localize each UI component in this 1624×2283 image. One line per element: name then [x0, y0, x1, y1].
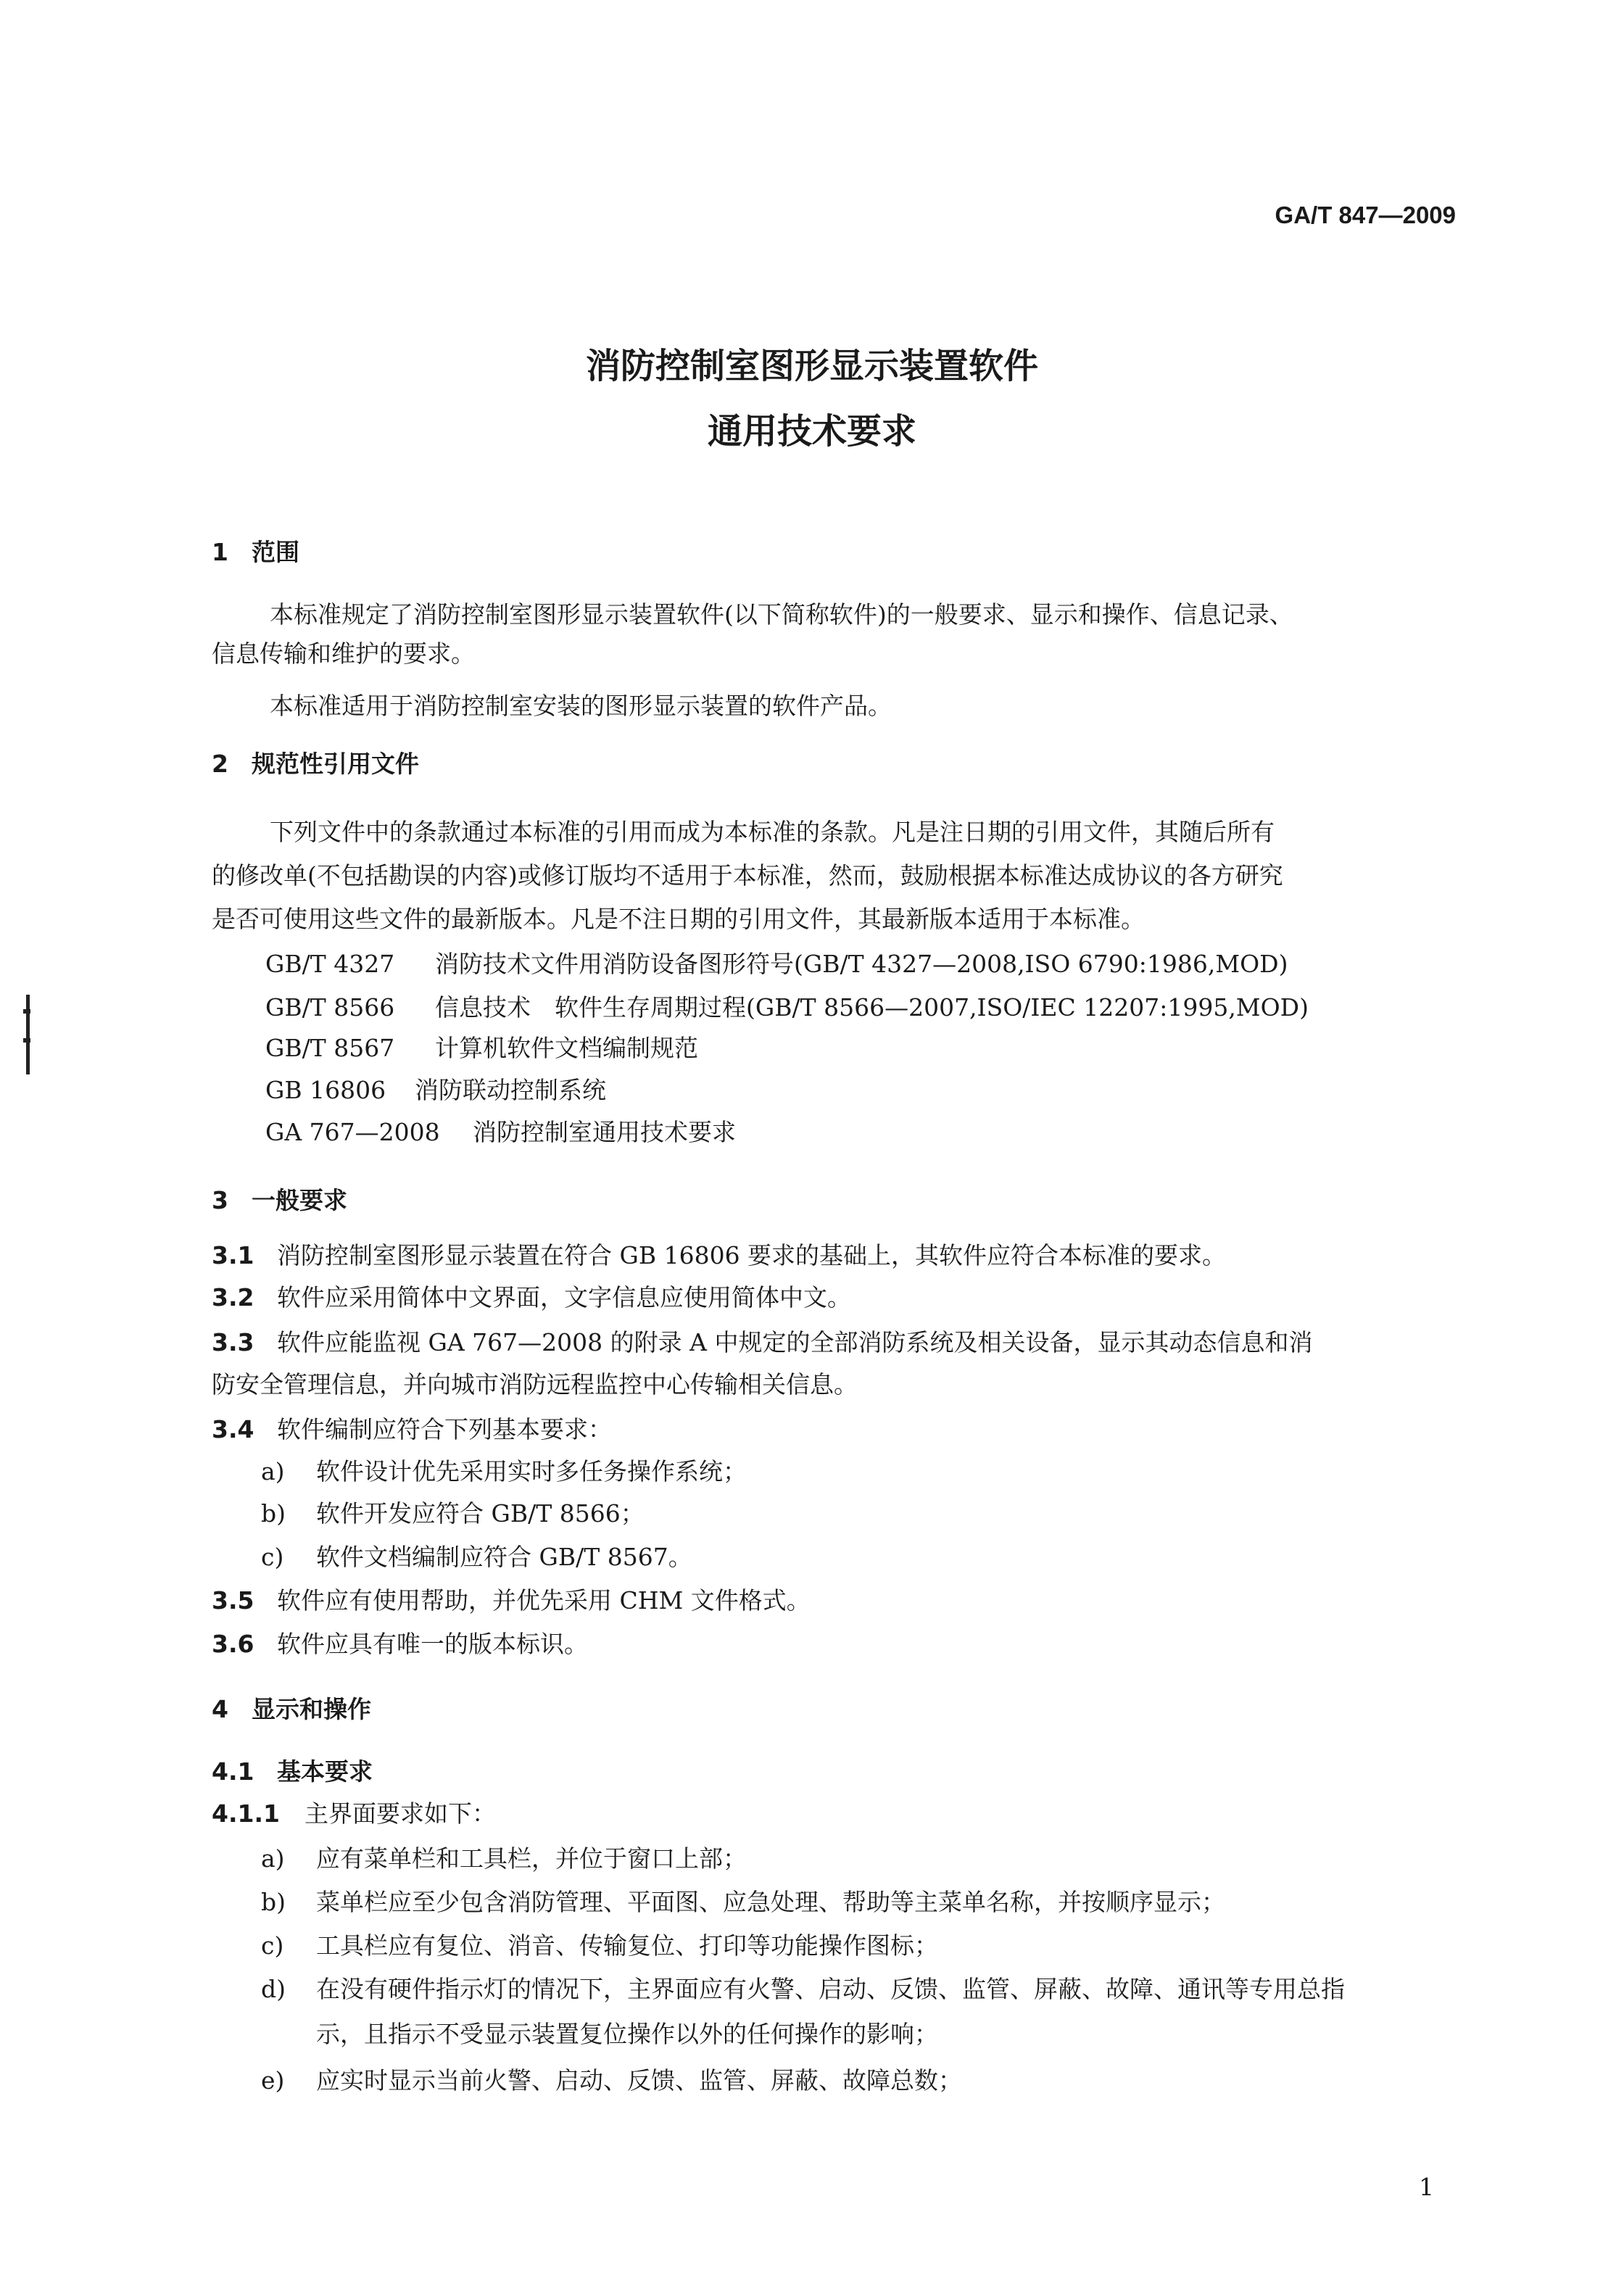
list-text: 在没有硬件指示灯的情况下，主界面应有火警、启动、反馈、监管、屏蔽、故障、通讯等专用总指 [316, 1975, 1345, 2003]
section-1-heading [212, 538, 299, 567]
s1-paragraph-1b: 信息传输和维护的要求。 [212, 639, 475, 668]
list-label: b) [261, 1499, 286, 1528]
clause-number: 3.4 [212, 1415, 254, 1443]
list-item [261, 1543, 692, 1572]
clause-number: 4.1.1 [212, 1799, 280, 1828]
clause-text: 消防控制室图形显示装置在符合 GB 16806 要求的基础上，其软件应符合本标准的要求。 [277, 1241, 1227, 1269]
list-text: 软件设计优先采用实时多任务操作系统； [316, 1457, 747, 1486]
list-item [261, 1888, 1225, 1917]
clause-3-1 [212, 1241, 1226, 1270]
clause-text: 软件应有使用帮助，并优先采用 CHM 文件格式。 [277, 1586, 811, 1615]
clause-3-5 [212, 1586, 811, 1615]
clause-number: 3.6 [212, 1630, 254, 1658]
s2-paragraph-1a: 下列文件中的条款通过本标准的引用而成为本标准的条款。凡是注日期的引用文件，其随后所有 [270, 818, 1275, 846]
reference-item [265, 1076, 606, 1105]
section-title: 显示和操作 [252, 1695, 371, 1723]
clause-3-3 [212, 1328, 1312, 1357]
s1-paragraph-1a: 本标准规定了消防控制室图形显示装置软件(以下简称软件)的一般要求、显示和操作、信息记录、 [270, 600, 1293, 629]
page-number: 1 [1419, 2173, 1434, 2201]
list-text: 应实时显示当前火警、启动、反馈、监管、屏蔽、故障总数； [316, 2066, 962, 2095]
clause-3-3-continued: 防安全管理信息，并向城市消防远程监控中心传输相关信息。 [212, 1370, 858, 1399]
subsection-title: 基本要求 [277, 1757, 373, 1786]
s2-paragraph-1c: 是否可使用这些文件的最新版本。凡是不注日期的引用文件，其最新版本适用于本标准。 [212, 905, 1145, 933]
s2-paragraph-1b: 的修改单(不包括勘误的内容)或修订版均不适用于本标准，然而，鼓励根据本标准达成协议的各方研究 [212, 861, 1283, 890]
section-number: 3 [212, 1186, 228, 1214]
reference-title: 消防技术文件用消防设备图形符号(GB/T 4327—2008,ISO 6790:1986,MOD) [435, 950, 1288, 978]
reference-code: GB/T 8566 [265, 993, 395, 1022]
reference-code: GA 767—2008 [265, 1118, 440, 1146]
reference-item [265, 950, 1288, 979]
binding-margin-dot [23, 1009, 30, 1014]
reference-title: 消防控制室通用技术要求 [473, 1118, 736, 1146]
reference-code: GB/T 4327 [265, 950, 395, 978]
list-item [261, 1931, 938, 1960]
clause-text: 软件应具有唯一的版本标识。 [277, 1630, 588, 1658]
section-2-heading [212, 750, 419, 779]
section-number: 2 [212, 750, 228, 778]
reference-title: 信息技术 软件生存周期过程(GB/T 8566—2007,ISO/IEC 12207:1995,MOD) [435, 993, 1309, 1022]
list-item-continued: 示，且指示不受显示装置复位操作以外的任何操作的影响； [316, 2020, 938, 2048]
clause-text: 主界面要求如下： [304, 1799, 496, 1828]
list-label: b) [261, 1888, 286, 1916]
reference-code: GB/T 8567 [265, 1034, 395, 1062]
binding-margin-dot [23, 1038, 30, 1043]
clause-text: 软件应采用简体中文界面，文字信息应使用简体中文。 [277, 1283, 851, 1312]
section-number: 1 [212, 538, 228, 566]
document-code: GA/T 847—2009 [1275, 202, 1456, 228]
section-3-heading [212, 1186, 347, 1215]
reference-title: 计算机软件文档编制规范 [435, 1034, 698, 1062]
list-item [261, 2066, 962, 2095]
clause-text: 软件应能监视 GA 767—2008 的附录 A 中规定的全部消防系统及相关设备，显示其动态信息和消 [277, 1328, 1313, 1356]
list-label: d) [261, 1975, 286, 2003]
list-label: a) [261, 1844, 285, 1873]
list-text: 软件开发应符合 GB/T 8566； [316, 1499, 645, 1528]
reference-item [265, 993, 1309, 1022]
list-label: c) [261, 1931, 284, 1960]
section-4-heading [212, 1695, 371, 1724]
clause-number: 3.3 [212, 1328, 254, 1356]
subsection-number: 4.1 [212, 1757, 254, 1786]
clause-text: 软件编制应符合下列基本要求： [277, 1415, 612, 1443]
reference-item [265, 1034, 698, 1063]
list-text: 菜单栏应至少包含消防管理、平面图、应急处理、帮助等主菜单名称，并按顺序显示； [316, 1888, 1225, 1916]
clause-number: 3.5 [212, 1586, 254, 1615]
section-title: 规范性引用文件 [252, 750, 419, 778]
reference-code: GB 16806 [265, 1076, 386, 1104]
section-title: 范围 [252, 538, 299, 566]
reference-title: 消防联动控制系统 [415, 1076, 606, 1104]
clause-3-6 [212, 1630, 588, 1659]
list-text: 软件文档编制应符合 GB/T 8567。 [316, 1543, 692, 1571]
subsection-4-1-heading [212, 1757, 373, 1786]
clause-4-1-1 [212, 1799, 496, 1828]
list-item [261, 1457, 747, 1486]
section-title: 一般要求 [252, 1186, 347, 1214]
list-item [261, 1844, 747, 1873]
clause-number: 3.1 [212, 1241, 254, 1269]
clause-number: 3.2 [212, 1283, 254, 1312]
section-number: 4 [212, 1695, 228, 1723]
list-label: c) [261, 1543, 284, 1571]
clause-3-2 [212, 1283, 851, 1312]
reference-item [265, 1118, 736, 1147]
document-title-line2: 通用技术要求 [707, 411, 916, 452]
list-text: 应有菜单栏和工具栏，并位于窗口上部； [316, 1844, 747, 1873]
document-title-line1: 消防控制室图形显示装置软件 [585, 346, 1038, 386]
binding-margin-mark [26, 995, 30, 1074]
list-label: a) [261, 1457, 285, 1486]
list-text: 工具栏应有复位、消音、传输复位、打印等功能操作图标； [316, 1931, 938, 1960]
list-label: e) [261, 2066, 285, 2095]
list-item [261, 1499, 645, 1528]
clause-3-4 [212, 1415, 612, 1444]
s1-paragraph-2: 本标准适用于消防控制室安装的图形显示装置的软件产品。 [270, 692, 892, 720]
list-item [261, 1975, 1345, 2004]
